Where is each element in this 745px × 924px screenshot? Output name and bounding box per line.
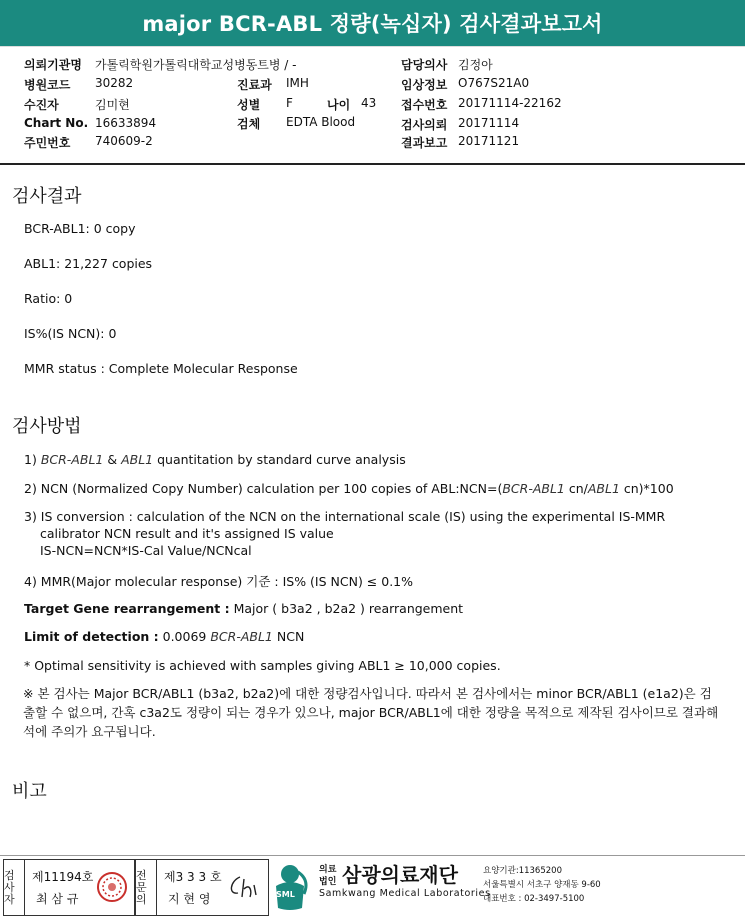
collector-value: 김미현 — [95, 98, 130, 112]
lod-gene: BCR-ABL1 — [210, 629, 273, 644]
receipt-label: 접수번호 — [401, 98, 448, 112]
method-3-line3: IS-NCN=NCN*IS-Cal Value/NCNcal — [40, 543, 252, 558]
seal-stamp-icon — [96, 871, 128, 903]
method-3-line2: calibrator NCN result and it's assigned IS value — [40, 526, 334, 541]
sex-label: 성별 — [237, 98, 261, 112]
target-gene-value: Major ( b3a2 , b2a2 ) rearrangement — [229, 601, 464, 616]
method-1-gene1: BCR-ABL1 — [40, 452, 104, 467]
examiner-label: 검사자 — [4, 860, 25, 915]
method-heading: 검사방법 — [12, 416, 82, 437]
logo-sub-2: 법인 — [319, 877, 337, 887]
method-2-post: cn)*100 — [619, 481, 674, 496]
sml-logo-text: SML — [276, 890, 295, 899]
org-phone: 대표번호 : 02-3497-5100 — [483, 894, 585, 904]
korean-note: ※ 본 검사는 Major BCR/ABL1 (b3a2, b2a2)에 대한 정량검사입니다. 따라서 본 검사에서는 minor BCR/ABL1 (e1a2)은 검출할 수 없으며, 간혹 c3a2도 정량이 되는 경우가 있으나, major BCR/ABL1에 대한 정량을 목적으로 제작된 검사이므로 결과해석에 주의가 요구됩니다. — [23, 686, 719, 739]
hospital-code-value: 30282 — [95, 76, 134, 90]
age-value: 43 — [361, 96, 377, 110]
sex-value: F — [286, 96, 293, 110]
sensitivity-note: * Optimal sensitivity is achieved with samples giving ABL1 ≥ 10,000 copies. — [24, 658, 501, 673]
doctor-value: 김정아 — [458, 58, 493, 72]
examiner-name: 최 삼 규 — [36, 892, 79, 906]
remarks-heading: 비고 — [12, 781, 47, 802]
method-2-gene2: ABL1 — [587, 481, 620, 496]
patient-info-panel — [0, 46, 745, 165]
doctor-label: 담당의사 — [401, 58, 448, 72]
specimen-value: EDTA Blood — [286, 115, 356, 129]
examiner-box — [3, 859, 135, 916]
result-mmr: MMR status : Complete Molecular Response — [24, 361, 298, 376]
chart-value: 16633894 — [95, 116, 157, 130]
org-english-name: Samkwang Medical Laboratories — [319, 888, 491, 899]
institution-label: 의뢰기관명 — [24, 58, 82, 72]
report-title: major BCR-ABL 정량(녹십자) 검사결과보고서 — [0, 0, 745, 46]
company-logo — [270, 860, 314, 912]
signature-footer — [0, 855, 745, 924]
lod-pre: 0.0069 — [158, 629, 211, 644]
method-2-mid: cn/ — [564, 481, 588, 496]
institution-value: 가톨릭학원가톨릭대학교성병동트병 / - — [95, 58, 297, 72]
logo-sub-1: 의료 — [319, 865, 337, 875]
method-1-mid: & — [103, 452, 122, 467]
id-label: 주민번호 — [24, 136, 71, 150]
org-name: 삼광의료재단 — [342, 863, 458, 887]
sml-logo-icon — [270, 860, 314, 912]
method-3-line1: 3) IS conversion : calculation of the NCN on the international scale (IS) using the experimental IS-MMR — [24, 509, 666, 524]
result-bcr-abl1: BCR-ABL1: 0 copy — [24, 221, 136, 236]
lod-label: Limit of detection : — [24, 629, 159, 644]
method-1-gene2: ABL1 — [121, 452, 154, 467]
method-1-post: quantitation by standard curve analysis — [153, 452, 406, 467]
method-2 — [24, 481, 674, 496]
report-date-label: 결과보고 — [401, 136, 448, 150]
signature-icon — [226, 873, 262, 901]
examiner-license: 제11194호 — [32, 870, 94, 884]
target-gene — [24, 601, 463, 616]
report-date-value: 20171121 — [458, 134, 520, 148]
method-2-pre: 2) NCN (Normalized Copy Number) calculation per 100 copies of ABL:NCN=( — [24, 481, 503, 496]
specialist-license: 제3 3 3 호 — [164, 870, 222, 884]
specimen-label: 검체 — [237, 117, 261, 131]
specialist-box — [135, 859, 269, 916]
request-label: 검사의뢰 — [401, 118, 448, 132]
clinical-label: 임상정보 — [401, 78, 448, 92]
collector-label: 수진자 — [24, 98, 59, 112]
target-gene-label: Target Gene rearrangement : — [24, 601, 230, 616]
result-is: IS%(IS NCN): 0 — [24, 326, 117, 341]
org-address: 서울특별시 서초구 양재동 9-60 — [483, 880, 601, 890]
method-2-gene1: BCR-ABL1 — [502, 481, 565, 496]
method-1 — [24, 452, 406, 467]
specialist-name: 지 현 영 — [168, 892, 211, 906]
hospital-code-label: 병원코드 — [24, 78, 71, 92]
method-4: 4) MMR(Major molecular response) 기준 : IS% (IS NCN) ≤ 0.1% — [24, 574, 413, 589]
method-1-pre: 1) — [24, 452, 41, 467]
receipt-value: 20171114-22162 — [458, 96, 562, 110]
specialist-label: 전문의 — [136, 860, 157, 915]
id-value: 740609-2 — [95, 134, 153, 148]
request-value: 20171114 — [458, 116, 520, 130]
results-heading: 검사결과 — [12, 186, 82, 207]
lod-post: NCN — [272, 629, 305, 644]
clinical-value: O767S21A0 — [458, 76, 530, 90]
org-code: 요양기관:11365200 — [483, 866, 562, 876]
chart-label: Chart No. — [24, 116, 89, 130]
result-abl1: ABL1: 21,227 copies — [24, 256, 153, 271]
dept-value: IMH — [286, 76, 309, 90]
limit-of-detection — [24, 629, 304, 644]
dept-label: 진료과 — [237, 78, 272, 92]
result-ratio: Ratio: 0 — [24, 291, 73, 306]
age-label: 나이 — [327, 98, 351, 112]
